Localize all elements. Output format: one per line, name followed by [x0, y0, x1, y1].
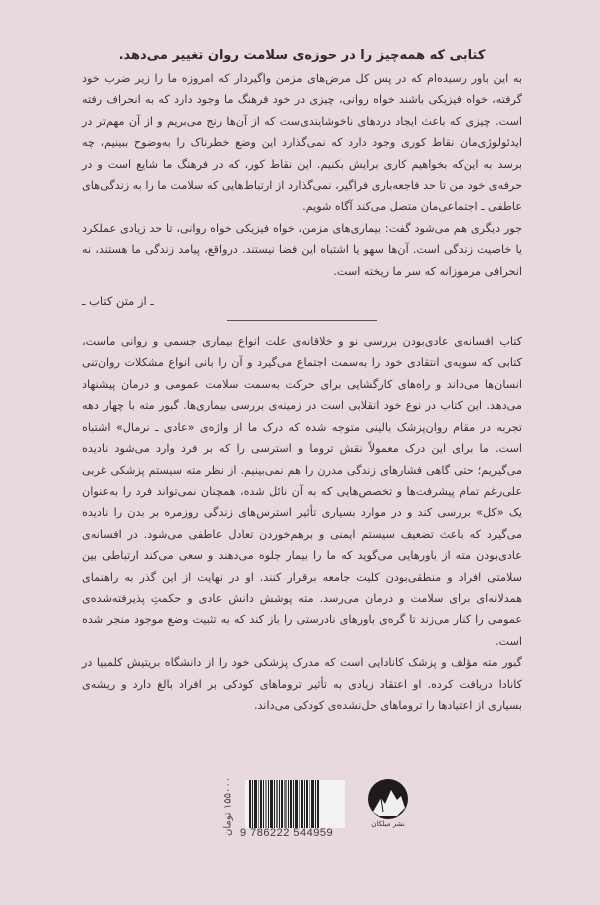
- section-divider: [227, 320, 377, 321]
- isbn-barcode: [245, 780, 345, 828]
- quote-paragraph-1: به این باور رسیده‌ام که در پس کل مرض‌های مزمن واگیردار که امروزه ما را زیر ضرب خود گرفته، خواه فیزیکی باشند خواه روانی، چیزی در خود فرهنگ ما وجود دارد که به انحراف رفته است. چیزی که باعث ایجاد دردهای ناخوشایندی‌ست که از آن‌ها رنج می‌بریم و از آن مهم‌تر در ایدئولوژی‌مان نقاط کوری وجود دارد که نمی‌گذارد این وضع خطرناک را به‌وضوح ببینیم، چه برسد به این‌که بخواهیم کاری برایش بکنیم. این نقاط کور، که در فرهنگ ما شایع است و در حرفه‌ی خود من تا حد فاجعه‌باری فراگیر، نمی‌گذارد از ارتباط‌هایی که سلامت ما را به زندگی‌های عاطفی ـ اجتماعی‌مان متصل می‌کند آگاه شویم.: [82, 72, 522, 214]
- back-cover-text: [82, 46, 522, 716]
- blurb-title: کتابی که همه‌چیز را در حوزه‌ی سلامت روان تغییر می‌دهد.: [118, 48, 486, 63]
- price-label: ۱۵۵۰۰۰ تومان: [222, 776, 234, 836]
- mountain-logo-icon: [367, 778, 409, 820]
- publisher-name: نشر میلکان: [371, 820, 405, 828]
- author-bio-paragraph: گبور مته مؤلف و پزشک کانادایی است که مدرک پزشکی خود را از دانشگاه بریتیش کلمبیا در کانادا دریافت کرده. او اعتقاد زیادی به تأثیر تروماهای کودکی بر افراد بالغ دارد و ریشه‌ی بسیاری از اعتیادها را تروماهای حل‌نشده‌ی کودکی می‌داند.: [82, 656, 522, 712]
- barcode-area: [222, 776, 440, 858]
- quote-source: ـ از متن کتاب ـ: [82, 294, 154, 309]
- isbn-digits: 9 786222 544959: [240, 827, 334, 839]
- description-paragraph-1: کتاب افسانه‌ی عادی‌بودن بررسی نو و خلاقانه‌ی علت انواع بیماری جسمی و روانی ماست، کتابی که سویه‌ی انتقادی خود را به‌سمت اجتماع می‌گیرد و آن را بانی انواع مشکلات روان‌تنی انسان‌ها می‌داند و راه‌های کارگشایی برای حرکت به‌سمت سلامت عمومی و درمان پیشنهاد می‌دهد. این کتاب در نوع خود انقلابی است در زمینه‌ی بررسی بیماری‌ها. گبور مته با چهار دهه تجربه در مقام روان‌پزشک بالینی متوجه شده که درک ما از واژه‌ی «عادی ـ نرمال» اشتباه است. ما برای این درک معمولاً نقش تروما و استرسی را که بر فرد وارد می‌شود نادیده می‌گیریم؛ حتی گاهی فشارهای زندگی مدرن را هم نمی‌بینیم. از نظر مته سیستم پزشکی غربی علی‌رغم تمام پیشرفت‌ها و تخصص‌هایی که به آن نائل شده، همچنان نمی‌تواند فرد را به‌عنوان یک «کل» بررسی کند و در موارد بسیاری تأثیر استرس‌های زندگی روزمره بر بدن را نادیده می‌گیرد که باعث تضعیف سیستم ایمنی و برهم‌خوردن تعادل عاطفی می‌شود. در افسانه‌ی عادی‌بودن مته از باورهایی می‌گوید که ما را بیمار جلوه می‌دهند و سعی می‌کند ارتباطی بین سلامتی افراد و منطقی‌بودن کلیت جامعه برقرار کنند. او در نهایت از این گذر به راهنمای همدلانه‌ای برای سلامت و درمان می‌رسد. مته پوشش دانش عادی و حکمتِ پذیرفته‌شده‌ی عمومی را کنار می‌زند تا گره‌ی باورهای نادرستی را باز کند که به تثبیت وضع موجود منجر شده است.: [82, 335, 522, 648]
- quote-paragraph-2: جور دیگری هم می‌شود گفت: بیماری‌های مزمن، خواه فیزیکی خواه روانی، تا حد زیادی عملکرد یا خاصیت زندگی است. آن‌ها سهو یا اشتباه این فضا نیستند. درواقع، پیامد زندگی ما هستند، نه انحرافی مرموزانه که سر ما ریخته است.: [82, 221, 522, 278]
